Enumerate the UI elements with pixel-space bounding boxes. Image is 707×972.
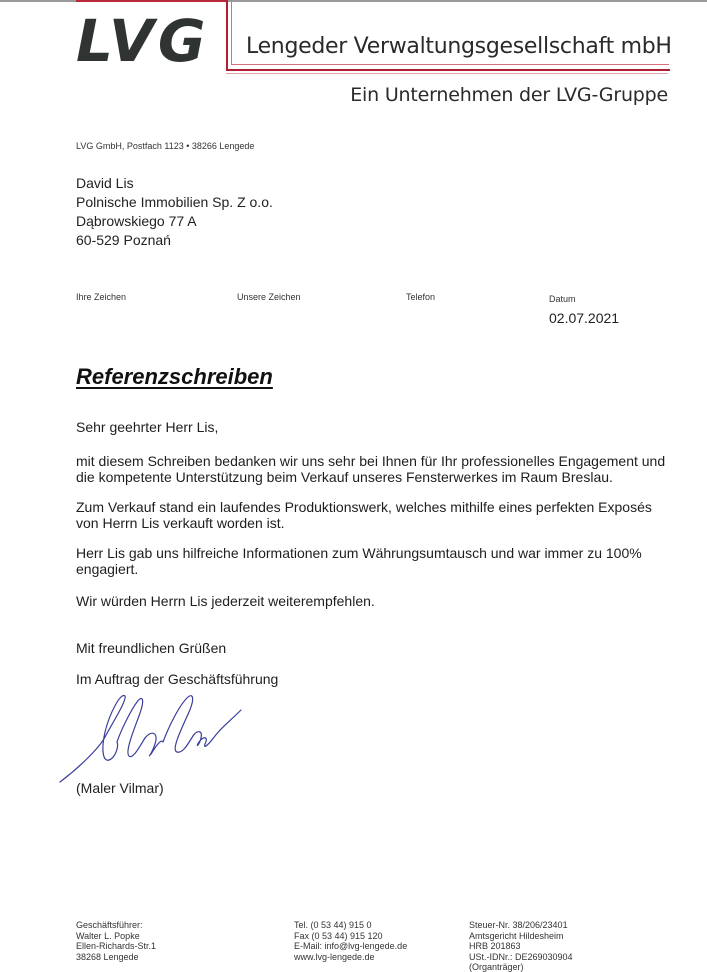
recipient-company: Polnische Immobilien Sp. Z o.o. [76, 194, 273, 210]
recipient-address [76, 174, 273, 250]
footer-court: Amtsgericht Hildesheim [469, 930, 564, 941]
body-paragraph-4: Wir würden Herrn Lis jederzeit weiterempfehlen. [76, 593, 375, 609]
on-behalf-line: Im Auftrag der Geschäftsführung [76, 671, 279, 687]
footer-vat-id: USt.-IDNr.: DE269030904 [469, 951, 573, 962]
footer-contact [294, 920, 407, 962]
recipient-street: Dąbrowskiego 77 A [76, 213, 197, 229]
signature-icon [55, 692, 255, 787]
footer-city: 38268 Lengede [76, 951, 139, 962]
footer-email: E-Mail: info@lvg-lengede.de [294, 941, 408, 951]
footer-register-number: HRB 201863 [469, 941, 521, 951]
header-frame-shadow [226, 73, 668, 74]
letter-subject: Referenzschreiben [76, 364, 273, 389]
our-reference-label: Unsere Zeichen [237, 292, 301, 302]
footer-manager-name: Walter L. Popke [76, 930, 140, 941]
signature-stroke-4 [163, 696, 193, 753]
body-paragraph-3: Herr Lis gab uns hilfreiche Informationen zum Währungsumtausch und war immer zu 100% engagiert. [76, 545, 642, 577]
salutation: Sehr geehrter Herr Lis, [76, 419, 219, 435]
signature-stroke-3 [145, 733, 163, 756]
footer-legal [469, 920, 573, 972]
date-label: Datum [549, 294, 576, 304]
footer-fax: Fax (0 53 44) 915 120 [294, 930, 383, 941]
your-reference-label: Ihre Zeichen [76, 292, 127, 302]
top-accent-line [76, 0, 228, 2]
sender-return-address: LVG GmbH, Postfach 1123 • 38266 Lengede [76, 141, 255, 151]
footer-management [76, 920, 156, 962]
company-name: Lengeder Verwaltungsgesellschaft mbH [246, 34, 672, 59]
company-logo: LVG [76, 7, 210, 75]
phone-label: Telefon [406, 292, 436, 302]
group-tagline: Ein Unternehmen der LVG-Gruppe [350, 84, 668, 106]
closing-phrase: Mit freundlichen Grüßen [76, 640, 227, 656]
footer-street: Ellen-Richards-Str.1 [76, 941, 157, 951]
date-value: 02.07.2021 [549, 310, 620, 326]
body-paragraph-2: Zum Verkauf stand ein laufendes Produktionswerk, welches mithilfe eines perfekten Exposés von Herrn Lis verkauft worden ist. [76, 499, 652, 531]
signer-name: (Maler Vilmar) [76, 780, 164, 796]
recipient-name: David Lis [76, 175, 134, 191]
footer-website: www.lvg-lengede.de [294, 951, 375, 962]
footer-tax-number: Steuer-Nr. 38/206/23401 [469, 920, 568, 930]
signature-stroke-1 [60, 695, 125, 782]
footer-management-label: Geschäftsführer: [76, 920, 143, 930]
body-paragraph-1: mit diesem Schreiben bedanken wir uns sehr bei Ihnen für Ihr professionelles Engagement und die kompetente Unterstützung beim Verkauf unseres Fensterwerkes im Raum Breslau. [76, 453, 666, 485]
footer-organ-note: (Organträger) [469, 962, 524, 972]
recipient-city: 60-529 Poznań [76, 232, 171, 248]
signature-stroke-5 [193, 710, 241, 746]
footer-phone: Tel. (0 53 44) 915 0 [294, 920, 372, 930]
